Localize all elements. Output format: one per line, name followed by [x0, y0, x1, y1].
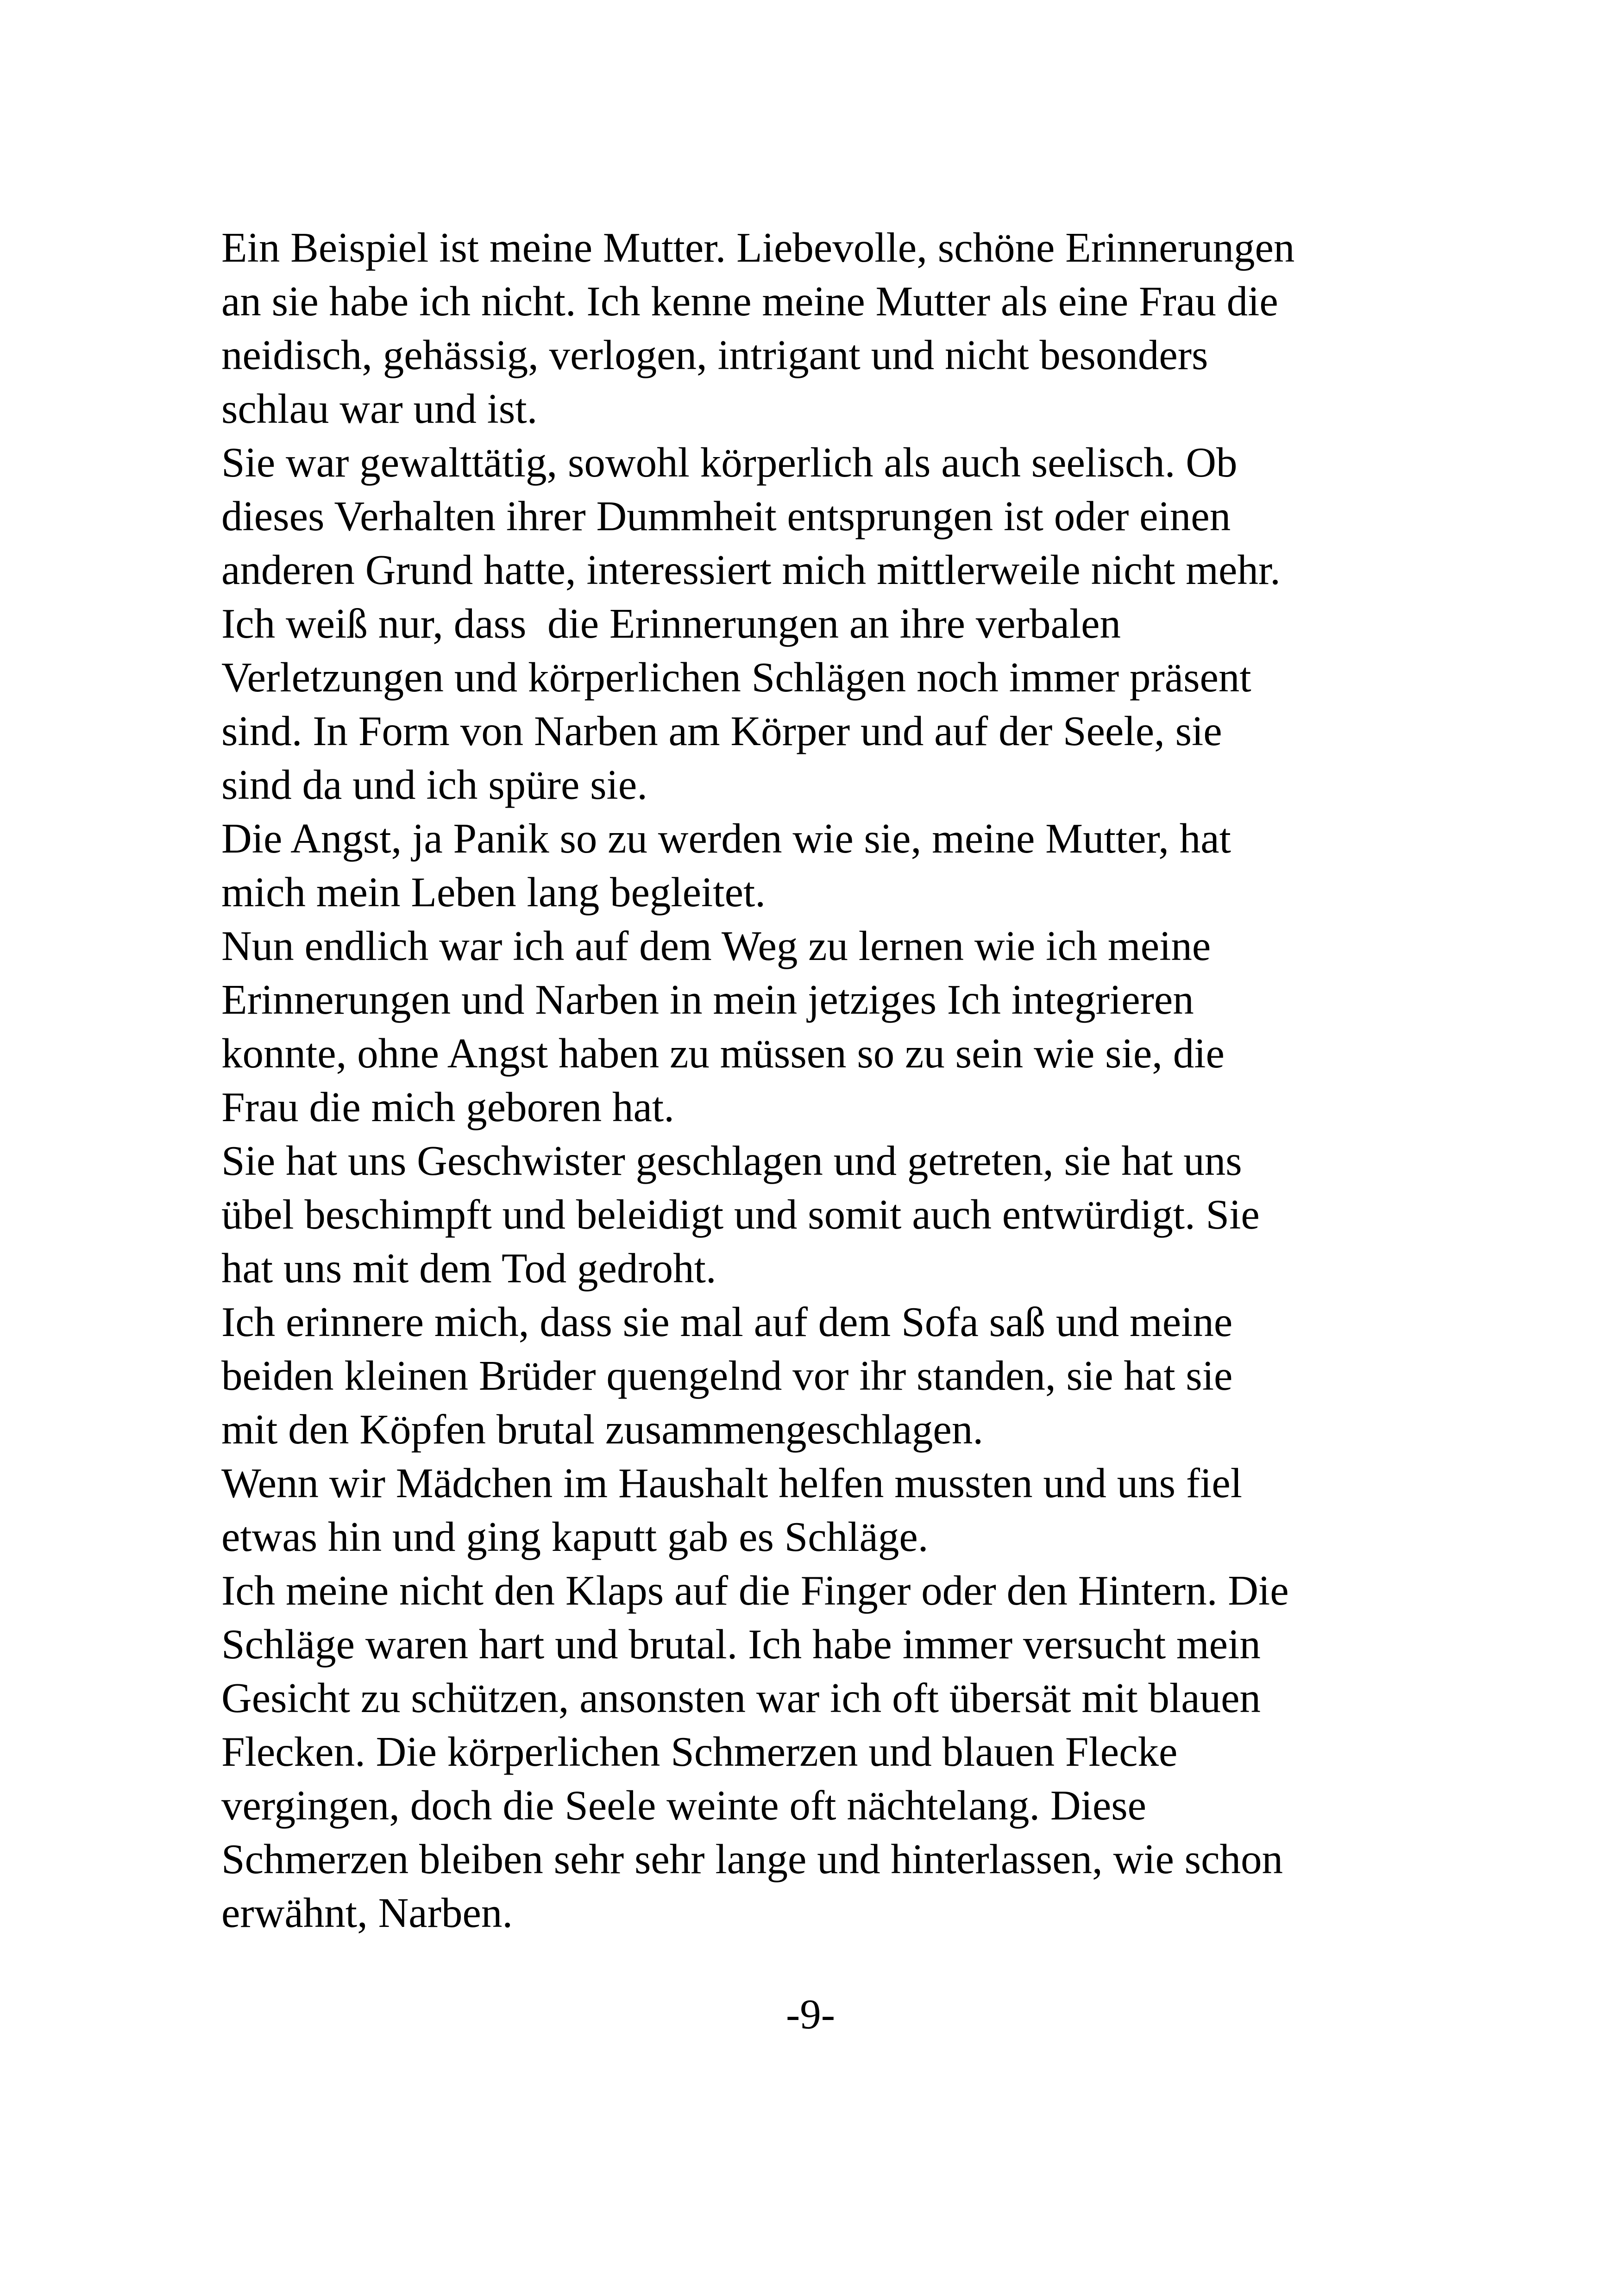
text-line: neidisch, gehässig, verlogen, intrigant und nicht besonders	[221, 332, 1208, 378]
text-line: hat uns mit dem Tod gedroht.	[221, 1245, 716, 1292]
text-line: an sie habe ich nicht. Ich kenne meine Mutter als eine Frau die	[221, 278, 1278, 325]
text-line: Nun endlich war ich auf dem Weg zu lernen wie ich meine	[221, 922, 1211, 969]
text-line: Schläge waren hart und brutal. Ich habe immer versucht mein	[221, 1621, 1261, 1668]
text-line: mich mein Leben lang begleitet.	[221, 869, 766, 916]
text-line: Ich weiß nur, dass die Erinnerungen an ihre verbalen	[221, 600, 1121, 647]
text-line: sind. In Form von Narben am Körper und auf der Seele, sie	[221, 708, 1222, 754]
text-line: übel beschimpft und beleidigt und somit auch entwürdigt. Sie	[221, 1191, 1260, 1238]
text-line: Flecken. Die körperlichen Schmerzen und blauen Flecke	[221, 1728, 1178, 1775]
text-line: Schmerzen bleiben sehr sehr lange und hinterlassen, wie schon	[221, 1836, 1283, 1882]
text-line: Ich meine nicht den Klaps auf die Finger oder den Hintern. Die	[221, 1567, 1289, 1614]
text-line: dieses Verhalten ihrer Dummheit entsprungen ist oder einen	[221, 493, 1231, 539]
text-line: Ich erinnere mich, dass sie mal auf dem Sofa saß und meine	[221, 1299, 1233, 1345]
text-line: Die Angst, ja Panik so zu werden wie sie, meine Mutter, hat	[221, 815, 1231, 862]
page-number: -9-	[785, 1991, 836, 2038]
text-line: vergingen, doch die Seele weinte oft nächtelang. Diese	[221, 1782, 1147, 1829]
text-line: Ein Beispiel ist meine Mutter. Liebevolle, schöne Erinnerungen	[221, 224, 1295, 271]
text-line: sind da und ich spüre sie.	[221, 761, 647, 808]
text-line: schlau war und ist.	[221, 385, 538, 432]
text-line: konnte, ohne Angst haben zu müssen so zu sein wie sie, die	[221, 1030, 1225, 1077]
text-line: mit den Köpfen brutal zusammengeschlagen.	[221, 1406, 984, 1453]
text-line: Sie hat uns Geschwister geschlagen und getreten, sie hat uns	[221, 1137, 1242, 1184]
text-line: Wenn wir Mädchen im Haushalt helfen mussten und uns fiel	[221, 1460, 1242, 1506]
text-line: Verletzungen und körperlichen Schlägen noch immer präsent	[221, 654, 1251, 701]
text-line: Sie war gewalttätig, sowohl körperlich als auch seelisch. Ob	[221, 439, 1238, 486]
body-text	[221, 221, 1449, 1940]
text-line: etwas hin und ging kaputt gab es Schläge.	[221, 1513, 929, 1560]
text-line: Gesicht zu schützen, ansonsten war ich oft übersät mit blauen	[221, 1675, 1261, 1721]
text-line: Frau die mich geboren hat.	[221, 1084, 674, 1130]
text-line: erwähnt, Narben.	[221, 1889, 513, 1936]
text-line: Erinnerungen und Narben in mein jetziges Ich integrieren	[221, 976, 1194, 1023]
text-line: beiden kleinen Brüder quengelnd vor ihr standen, sie hat sie	[221, 1352, 1233, 1399]
text-line: anderen Grund hatte, interessiert mich mittlerweile nicht mehr.	[221, 546, 1281, 593]
